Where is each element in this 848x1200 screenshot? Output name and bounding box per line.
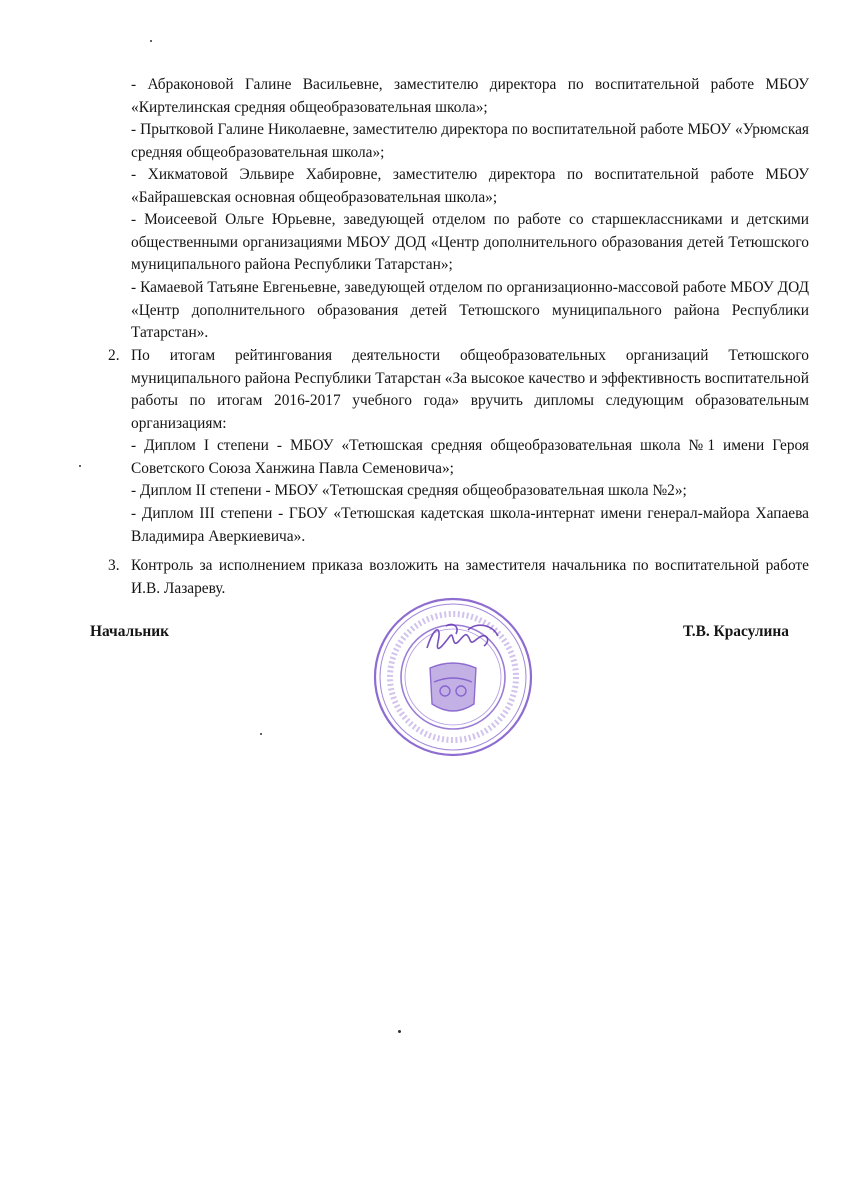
signature-title: Начальник bbox=[90, 623, 169, 640]
scan-speck bbox=[150, 40, 152, 42]
scan-speck bbox=[260, 733, 262, 735]
scan-speck bbox=[398, 1030, 401, 1033]
recipient-1: - Абраконовой Галине Васильевне, заместителю директора по воспитательной работе МБОУ «Киртелинская средняя общеобразовательная школа»; bbox=[131, 76, 809, 116]
recipient-5: - Камаевой Татьяне Евгеньевне, заведующей отделом по организационно-массовой работе МБОУ ДОД «Центр дополнительного образования детей Тетюшского муниципального района Республики Татарстан». bbox=[131, 279, 809, 342]
official-seal-stamp bbox=[372, 596, 534, 758]
item-2-intro: По итогам рейтингования деятельности общеобразовательных организаций Тетюшского муниципального района Республики Татарстан «За высокое качество и эффективность воспитательной работы по итогам 2016-2017 учебного года» вручить дипломы следующим образовательным организациям: bbox=[131, 347, 809, 432]
recipient-3: - Хикматовой Эльвире Хабировне, заместителю директора по воспитательной работе МБОУ «Байрашевская основная общеобразовательная школа»; bbox=[131, 166, 809, 206]
diploma-2: - Диплом II степени - МБОУ «Тетюшская средняя общеобразовательная школа №2»; bbox=[131, 482, 687, 499]
diploma-1: - Диплом I степени - МБОУ «Тетюшская средняя общеобразовательная школа №1 имени Героя Советского Союза Ханжина Павла Семеновича»; bbox=[131, 437, 809, 477]
signature-name: Т.В. Красулина bbox=[683, 623, 789, 640]
diploma-3: - Диплом III степени - ГБОУ «Тетюшская кадетская школа-интернат имени генерал-майора Хапаева Владимира Аверкиевича». bbox=[131, 505, 809, 545]
item-3-number: 3. bbox=[108, 557, 120, 574]
item-3-text: Контроль за исполнением приказа возложить на заместителя начальника по воспитательной работе И.В. Лазареву. bbox=[131, 557, 809, 597]
scan-speck bbox=[79, 465, 81, 467]
recipient-2: - Прытковой Галине Николаевне, заместителю директора по воспитательной работе МБОУ «Урюмская средняя общеобразовательная школа»; bbox=[131, 121, 809, 161]
item-2-number: 2. bbox=[108, 347, 120, 364]
recipient-4: - Моисеевой Ольге Юрьевне, заведующей отделом по работе со старшеклассниками и детскими общественными организациями МБОУ ДОД «Центр дополнительного образования детей Тетюшского муниципального района Республики Татарстан»; bbox=[131, 211, 809, 274]
